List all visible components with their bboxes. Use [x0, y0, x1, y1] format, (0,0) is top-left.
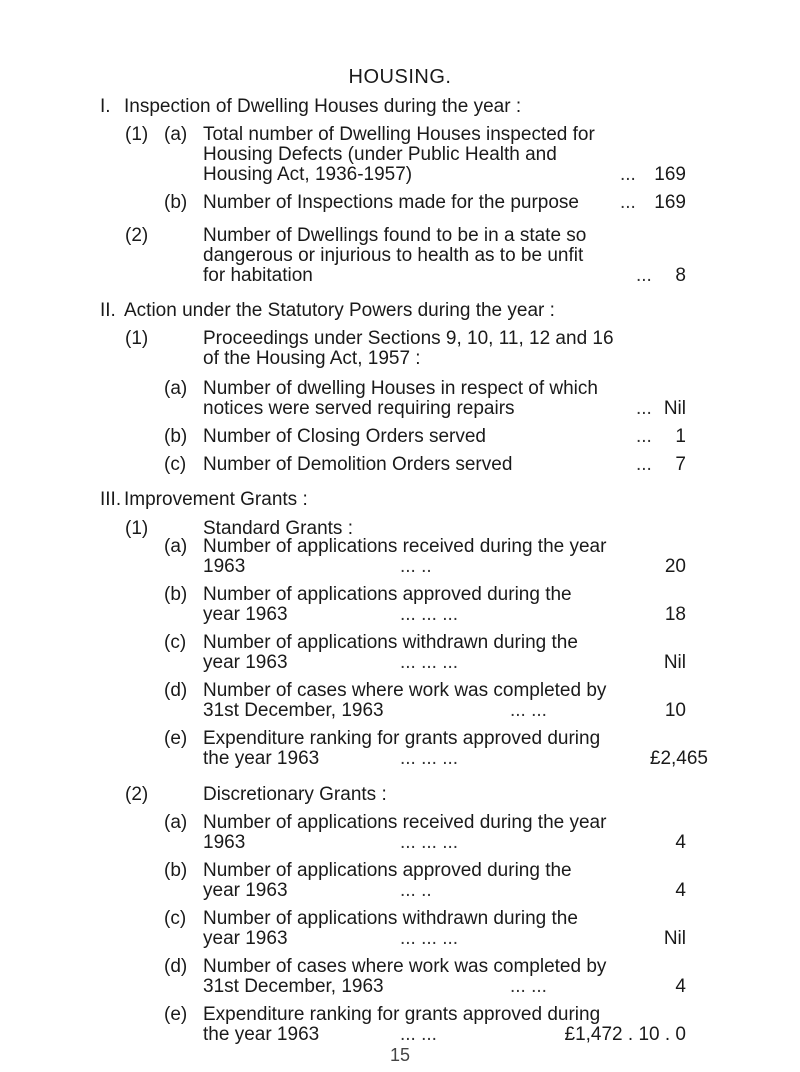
- item-value: 8: [675, 265, 686, 286]
- leader-dots: ... ..: [400, 556, 432, 577]
- section-heading: Action under the Statutory Powers during the year :: [124, 300, 555, 321]
- item-text-line: Number of applications approved during the: [203, 860, 572, 881]
- page-title: HOUSING.: [348, 66, 452, 88]
- leader-dots: ... ... ...: [400, 604, 459, 625]
- item-number: (2): [125, 784, 149, 805]
- subsection-heading: Discretionary Grants :: [203, 784, 387, 805]
- leader-dots: ... ...: [400, 1024, 437, 1045]
- item-text-line: Number of applications received during the year: [203, 812, 607, 833]
- leader-dots: ... ... ...: [400, 652, 459, 673]
- section-numeral: I.: [100, 96, 111, 117]
- item-text-line: year 1963: [203, 928, 288, 949]
- leader-dots: ... ...: [510, 976, 547, 997]
- item-text-line: Number of Closing Orders served: [203, 426, 486, 447]
- leader-dots: ...: [636, 265, 652, 286]
- item-number: (2): [125, 225, 149, 246]
- item-value: 10: [664, 700, 686, 721]
- item-number: (1): [125, 518, 149, 539]
- item-text-line: for habitation: [203, 265, 313, 286]
- leader-dots: ...: [636, 454, 652, 475]
- item-text-line: Total number of Dwelling Houses inspected for: [203, 124, 595, 145]
- section-heading: Inspection of Dwelling Houses during the year :: [124, 96, 522, 117]
- item-letter: (b): [164, 192, 188, 213]
- item-text-line: Number of applications withdrawn during the: [203, 632, 578, 653]
- leader-dots: ...: [620, 192, 636, 213]
- item-value: 169: [654, 164, 686, 185]
- item-text-line: Number of Inspections made for the purpose: [203, 192, 579, 213]
- item-text-line: Number of Dwellings found to be in a state so: [203, 225, 587, 246]
- item-value: 4: [675, 880, 686, 901]
- item-text-line: of the Housing Act, 1957 :: [203, 348, 421, 369]
- item-letter: (c): [164, 632, 187, 653]
- item-text-line: Number of cases where work was completed by: [203, 956, 607, 977]
- item-letter: (b): [164, 584, 188, 605]
- item-letter: (a): [164, 812, 188, 833]
- item-text-line: year 1963: [203, 652, 288, 673]
- item-text-line: notices were served requiring repairs: [203, 398, 515, 419]
- item-letter: (c): [164, 454, 187, 475]
- item-letter: (e): [164, 1004, 188, 1025]
- item-letter: (a): [164, 124, 188, 145]
- item-text-line: Number of Demolition Orders served: [203, 454, 513, 475]
- item-letter: (b): [164, 860, 188, 881]
- item-value: £1,472 . 10 . 0: [564, 1024, 686, 1045]
- section-heading: Improvement Grants :: [124, 489, 308, 510]
- item-value: Nil: [663, 928, 686, 949]
- item-text-line: 31st December, 1963: [203, 700, 384, 721]
- item-text-line: Housing Act, 1936-1957): [203, 164, 413, 185]
- item-value: 169: [654, 192, 686, 213]
- leader-dots: ... ... ...: [400, 928, 459, 949]
- item-value: 18: [664, 604, 686, 625]
- item-value: Nil: [663, 652, 686, 673]
- leader-dots: ... ..: [400, 880, 432, 901]
- section-numeral: II.: [100, 300, 116, 321]
- item-text-line: Number of applications withdrawn during the: [203, 908, 578, 929]
- item-letter: (b): [164, 426, 188, 447]
- item-value: £2,465: [649, 748, 708, 769]
- item-text-line: the year 1963: [203, 748, 320, 769]
- item-value: 4: [675, 976, 686, 997]
- item-letter: (c): [164, 908, 187, 929]
- leader-dots: ...: [636, 398, 652, 419]
- item-value: 4: [675, 832, 686, 853]
- item-value: 7: [675, 454, 686, 475]
- item-letter: (e): [164, 728, 188, 749]
- page-number: 15: [389, 1045, 411, 1065]
- item-letter: (d): [164, 680, 188, 701]
- item-number: (1): [125, 124, 149, 145]
- item-text-line: 1963: [203, 556, 246, 577]
- item-text-line: Housing Defects (under Public Health and: [203, 144, 557, 165]
- item-text-line: year 1963: [203, 604, 288, 625]
- leader-dots: ... ...: [510, 700, 547, 721]
- item-letter: (a): [164, 536, 188, 557]
- leader-dots: ...: [636, 426, 652, 447]
- item-text-line: Expenditure ranking for grants approved during: [203, 728, 601, 749]
- section-numeral: III.: [100, 489, 122, 510]
- item-text-line: Number of cases where work was completed by: [203, 680, 607, 701]
- item-number: (1): [125, 328, 149, 349]
- item-value: 20: [664, 556, 686, 577]
- item-text-line: 31st December, 1963: [203, 976, 384, 997]
- item-text-line: Expenditure ranking for grants approved during: [203, 1004, 601, 1025]
- item-text-line: the year 1963: [203, 1024, 320, 1045]
- item-text-line: dangerous or injurious to health as to be unfit: [203, 245, 584, 266]
- item-text-line: year 1963: [203, 880, 288, 901]
- item-text-line: Number of applications received during the year: [203, 536, 607, 557]
- item-value: 1: [675, 426, 686, 447]
- leader-dots: ... ... ...: [400, 748, 459, 769]
- item-value: Nil: [663, 398, 686, 419]
- item-letter: (d): [164, 956, 188, 977]
- subsection-heading: Standard Grants :: [203, 518, 353, 539]
- item-text-line: 1963: [203, 832, 246, 853]
- item-text-line: Number of dwelling Houses in respect of which: [203, 378, 598, 399]
- leader-dots: ...: [620, 164, 636, 185]
- item-letter: (a): [164, 378, 188, 399]
- item-text-line: Number of applications approved during the: [203, 584, 572, 605]
- item-text-line: Proceedings under Sections 9, 10, 11, 12 and 16: [203, 328, 614, 349]
- leader-dots: ... ... ...: [400, 832, 459, 853]
